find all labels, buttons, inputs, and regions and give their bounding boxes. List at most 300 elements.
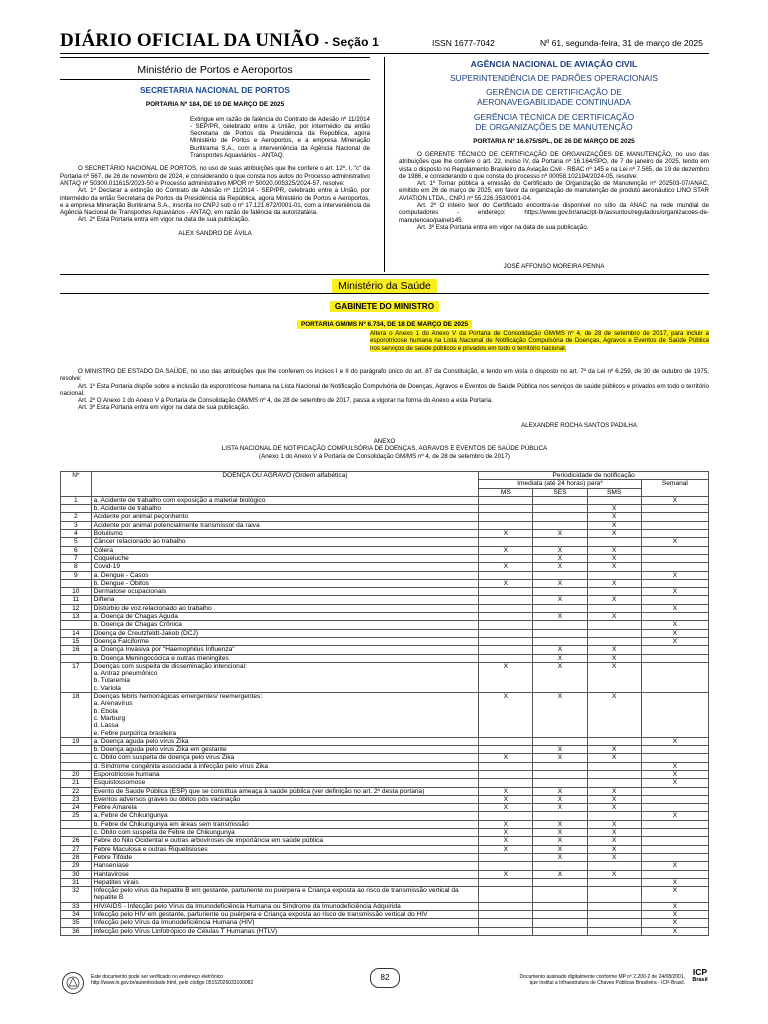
- row-weekly-mark: [641, 820, 708, 828]
- row-sms-mark: [587, 496, 641, 504]
- footer-left-line1: Este documento pode ser verificado no endereço eletrônico: [91, 974, 224, 980]
- left-art2: Art. 2º Esta Portaria entra em vigor na data de sua publicação.: [78, 216, 250, 224]
- right-gerencia-line1: GERÊNCIA DE CERTIFICAÇÃO DE: [486, 87, 622, 97]
- col-ms-header: MS: [479, 488, 533, 496]
- left-signer: ALEX SANDRO DE ÁVILA: [178, 229, 252, 237]
- row-disease-text: Cólera: [93, 546, 114, 554]
- row-disease-text: b. Doença de Chagas Crônica: [93, 621, 182, 629]
- row-sms-mark: X: [587, 754, 641, 762]
- row-disease-text: b. Dengue - Óbitos: [93, 579, 149, 587]
- row-weekly-mark: [641, 505, 708, 513]
- row-ses-mark: [533, 604, 587, 612]
- row-number: 1: [61, 496, 92, 504]
- table-row: [61, 505, 709, 513]
- row-sms-mark: X: [587, 804, 641, 812]
- row-ms-mark: [479, 554, 533, 562]
- row-weekly-mark: [641, 870, 708, 878]
- health-body: [60, 368, 709, 412]
- row-number: 25: [61, 812, 92, 820]
- row-weekly-mark: [641, 646, 708, 654]
- row-ses-mark: [533, 737, 587, 745]
- row-ms-mark: [479, 621, 533, 629]
- row-ms-mark: [479, 521, 533, 529]
- page-number: 82: [370, 968, 400, 988]
- row-disease: [91, 737, 479, 745]
- table-row: [61, 754, 709, 762]
- table-row: [61, 746, 709, 754]
- row-disease: [91, 746, 479, 754]
- row-number: 8: [61, 563, 92, 571]
- row-disease-text: b. Doença Meningocócica e outras meningites: [93, 654, 229, 662]
- row-disease: [91, 754, 479, 762]
- table-row: [61, 870, 709, 878]
- row-ms-mark: [479, 887, 533, 903]
- row-disease-subitem: b. Ebola: [93, 707, 118, 715]
- row-number: 24: [61, 804, 92, 812]
- row-number: 5: [61, 538, 92, 546]
- annex-heading: [60, 438, 709, 460]
- table-row: [61, 862, 709, 870]
- footer-left: [91, 974, 311, 986]
- row-disease: [91, 579, 479, 587]
- row-weekly-mark: [641, 521, 708, 529]
- row-number: 19: [61, 737, 92, 745]
- table-row: [61, 693, 709, 738]
- row-disease: [91, 563, 479, 571]
- annex-label: ANEXO: [373, 438, 396, 445]
- row-disease: [91, 795, 479, 803]
- row-number: 9: [61, 571, 92, 579]
- row-sms-mark: X: [587, 662, 641, 692]
- row-ms-mark: X: [479, 820, 533, 828]
- row-weekly-mark: X: [641, 878, 708, 886]
- row-ses-mark: [533, 621, 587, 629]
- annex-title: LISTA NACIONAL DE NOTIFICAÇÃO COMPULSÓRIA DE DOENÇAS, AGRAVOS E EVENTOS DE SAÚDE PÚBLICA: [221, 445, 548, 453]
- row-ms-mark: [479, 513, 533, 521]
- row-ses-mark: [533, 538, 587, 546]
- table-row: [61, 829, 709, 837]
- row-disease-text: Febre Maculosa e outras Riquetisioses: [93, 845, 208, 853]
- health-preamble: O MINISTRO DE ESTADO DA SAÚDE, no uso das atribuições que lhe conferem os incisos I e II do parágrafo único do art. 87 da Constituição, e tendo em vista o disposto no art. 7º da Lei nº 6.259, de 30 de outubro de 1975, resolve:: [60, 368, 709, 383]
- row-ses-mark: [533, 779, 587, 787]
- row-weekly-mark: X: [641, 927, 708, 935]
- row-ses-mark: X: [533, 837, 587, 845]
- row-ses-mark: X: [533, 596, 587, 604]
- row-disease: [91, 911, 479, 919]
- row-disease: [91, 505, 479, 513]
- col-period-header: Periodicidade de notificação: [479, 472, 709, 480]
- row-ses-mark: X: [533, 829, 587, 837]
- row-weekly-mark: [641, 746, 708, 754]
- row-weekly-mark: X: [641, 919, 708, 927]
- footer-right-line1: Documento assinado digitalmente conforme MP nº 2.200-2 de 24/08/2001,: [519, 974, 685, 980]
- table-row: [61, 563, 709, 571]
- row-number: 13: [61, 613, 92, 621]
- row-ms-mark: [479, 588, 533, 596]
- table-row: [61, 579, 709, 587]
- row-ms-mark: [479, 538, 533, 546]
- row-weekly-mark: X: [641, 496, 708, 504]
- row-ms-mark: [479, 737, 533, 745]
- row-ses-mark: X: [533, 804, 587, 812]
- row-weekly-mark: X: [641, 902, 708, 910]
- row-ses-mark: [533, 902, 587, 910]
- table-row: [61, 621, 709, 629]
- row-disease-text: Covid-19: [93, 563, 120, 571]
- row-ses-mark: X: [533, 546, 587, 554]
- row-disease-text: Febre Amarela: [93, 804, 137, 812]
- row-number: [61, 654, 92, 662]
- row-ms-mark: [479, 911, 533, 919]
- left-preamble: O SECRETÁRIO NACIONAL DE PORTOS, no uso de suas atribuições que lhe confere o art. 12º, I, "c" da Portaria nº 567, de 26 de novembro de 2024, e considerando o que consta nos autos do Processo administrativo ANTAQ nº 50300.011615/2023-50 e Processo administrativo MPOR nº 50020.005325/2024-57, resolve:: [60, 165, 370, 187]
- table-row: [61, 911, 709, 919]
- row-ses-mark: [533, 513, 587, 521]
- row-ses-mark: [533, 571, 587, 579]
- row-sms-mark: [587, 927, 641, 935]
- left-portaria: PORTARIA Nº 184, DE 10 DE MARÇO DE 2025: [145, 100, 285, 108]
- table-row: [61, 538, 709, 546]
- row-ms-mark: [479, 637, 533, 645]
- row-number: 35: [61, 919, 92, 927]
- row-sms-mark: X: [587, 870, 641, 878]
- col-ses-header: SES: [533, 488, 587, 496]
- row-disease: [91, 513, 479, 521]
- row-number: 15: [61, 637, 92, 645]
- row-ms-mark: [479, 902, 533, 910]
- table-row: [61, 779, 709, 787]
- row-ses-mark: [533, 919, 587, 927]
- table-row: [61, 787, 709, 795]
- table-row: [61, 845, 709, 853]
- row-number: 31: [61, 878, 92, 886]
- health-ementa: [370, 330, 709, 352]
- row-disease-text: Hanseníase: [93, 862, 129, 870]
- icp-logo-text: ICP: [692, 967, 708, 977]
- row-ms-mark: [479, 812, 533, 820]
- row-number: [61, 505, 92, 513]
- row-disease-text: Esquistossomose: [93, 779, 146, 787]
- row-disease: [91, 845, 479, 853]
- row-number: 14: [61, 629, 92, 637]
- table-row: [61, 530, 709, 538]
- row-sms-mark: [587, 812, 641, 820]
- row-ses-mark: [533, 762, 587, 770]
- row-disease: [91, 588, 479, 596]
- health-ministry: Ministério da Saúde: [332, 279, 437, 293]
- row-disease-text: a. Doença aguda pelo vírus Zika: [93, 737, 189, 745]
- row-disease: [91, 646, 479, 654]
- health-portaria: PORTARIA GM/MS Nº 6.734, DE 18 DE MARÇO DE 2025: [297, 320, 472, 329]
- row-disease-text: d. Síndrome congênita associada à infecção pelo vírus Zika: [93, 762, 269, 770]
- row-disease-text: b. Acidente de trabalho: [93, 505, 162, 513]
- row-number: 12: [61, 604, 92, 612]
- row-ses-mark: [533, 812, 587, 820]
- table-row: [61, 853, 709, 861]
- row-disease: [91, 812, 479, 820]
- health-art3: Art. 3º Esta Portaria entra em vigor na data de sua publicação.: [78, 404, 250, 412]
- row-ms-mark: [479, 646, 533, 654]
- row-sms-mark: [587, 604, 641, 612]
- row-disease-subitem: b. Tularemia: [93, 677, 130, 685]
- table-row: [61, 812, 709, 820]
- footer-verify-link[interactable]: http://www.in.gov.br/autenticidade.html, pelo código 05152025033100082: [91, 980, 254, 986]
- row-disease: [91, 862, 479, 870]
- row-disease-text: b. Doença aguda pelo vírus Zika em gestante: [93, 746, 227, 754]
- row-number: 30: [61, 870, 92, 878]
- table-row: [61, 513, 709, 521]
- row-ms-mark: X: [479, 829, 533, 837]
- row-disease-text: Câncer relacionado ao trabalho: [93, 538, 186, 546]
- table-row: [61, 546, 709, 554]
- row-ses-mark: X: [533, 646, 587, 654]
- row-disease-text: Doença de Creutzfeldt-Jakob (DCJ): [93, 629, 199, 637]
- row-weekly-mark: [641, 563, 708, 571]
- row-weekly-mark: [641, 693, 708, 738]
- row-disease-text: b. Febre de Chikungunya em áreas sem transmissão: [93, 820, 249, 828]
- row-disease-text: Infecção pelo vírus da hepatite B em gestante, parturiente ou puérpera e Criança exposta ao risco de transmissão vertical da hepatite B: [93, 887, 459, 902]
- row-number: 26: [61, 837, 92, 845]
- right-gt-line1: GERÊNCIA TÉCNICA DE CERTIFICAÇÃO: [473, 112, 635, 122]
- row-weekly-mark: [641, 662, 708, 692]
- row-disease-text: HIV/AIDS - Infecção pelo Vírus da Imunodeficiência Humana ou Síndrome da Imunodeficiência Adquirida: [93, 902, 401, 910]
- row-ms-mark: [479, 862, 533, 870]
- col-number-header: Nº: [61, 472, 92, 497]
- row-sms-mark: X: [587, 563, 641, 571]
- row-sms-mark: [587, 902, 641, 910]
- table-body: [61, 496, 709, 935]
- row-sms-mark: X: [587, 530, 641, 538]
- row-ms-mark: X: [479, 530, 533, 538]
- row-disease: [91, 853, 479, 861]
- masthead-section: - Seção 1: [324, 35, 380, 49]
- right-column: [399, 57, 709, 231]
- row-disease-text: c. Óbito com suspeita de doença pelo vírus Zika: [93, 754, 235, 762]
- icp-brasil-logo: [689, 968, 711, 984]
- left-top-rule: [60, 57, 370, 58]
- row-sms-mark: X: [587, 546, 641, 554]
- table-row: [61, 927, 709, 935]
- health-signer: ALEXANDRE ROCHA SANTOS PADILHA: [521, 422, 637, 429]
- row-disease-text: Hepatites virais: [93, 878, 139, 886]
- table-row: [61, 837, 709, 845]
- footer-right: [470, 974, 685, 986]
- row-sms-mark: [587, 911, 641, 919]
- row-disease-text: Botulismo: [93, 530, 123, 538]
- row-disease-text: a. Dengue - Casos: [93, 571, 149, 579]
- row-disease-text: a. Doença de Chagas Aguda: [93, 613, 178, 621]
- row-disease: [91, 496, 479, 504]
- row-number: 22: [61, 787, 92, 795]
- row-disease: [91, 521, 479, 529]
- row-ses-mark: [533, 927, 587, 935]
- row-disease: [91, 538, 479, 546]
- row-sms-mark: [587, 878, 641, 886]
- row-ms-mark: X: [479, 579, 533, 587]
- table-row: [61, 646, 709, 654]
- row-ms-mark: X: [479, 693, 533, 738]
- row-ms-mark: X: [479, 546, 533, 554]
- icp-logo-subtext: Brasil: [692, 977, 708, 983]
- row-weekly-mark: X: [641, 770, 708, 778]
- row-disease-text: Febre do Nilo Ocidental e outras arboviroses de importância em saúde pública: [93, 837, 324, 845]
- row-ses-mark: X: [533, 787, 587, 795]
- masthead-issn: ISSN 1677-7042: [432, 38, 495, 48]
- table-row: [61, 654, 709, 662]
- row-sms-mark: X: [587, 554, 641, 562]
- row-disease: [91, 654, 479, 662]
- row-ms-mark: [479, 505, 533, 513]
- row-number: 16: [61, 646, 92, 654]
- row-disease-subitem: a. Antraz pneumônico: [93, 670, 158, 678]
- row-weekly-mark: [641, 804, 708, 812]
- row-ses-mark: X: [533, 563, 587, 571]
- row-weekly-mark: [641, 654, 708, 662]
- masthead-name: DIÁRIO OFICIAL DA UNIÃO: [60, 30, 320, 51]
- row-disease: [91, 530, 479, 538]
- row-number: 34: [61, 911, 92, 919]
- row-number: 20: [61, 770, 92, 778]
- row-ms-mark: X: [479, 845, 533, 853]
- row-ses-mark: X: [533, 746, 587, 754]
- row-disease-text: Dermatose ocupacionais: [93, 588, 167, 596]
- row-ms-mark: X: [479, 662, 533, 692]
- row-disease: [91, 762, 479, 770]
- row-number: 17: [61, 662, 92, 692]
- row-weekly-mark: [641, 787, 708, 795]
- right-gerencia-line2: AERONAVEGABILIDADE CONTINUADA: [477, 97, 631, 107]
- row-weekly-mark: [641, 845, 708, 853]
- row-sms-mark: X: [587, 613, 641, 621]
- row-ses-mark: X: [533, 795, 587, 803]
- row-ms-mark: [479, 919, 533, 927]
- row-sms-mark: X: [587, 693, 641, 738]
- table-row: [61, 804, 709, 812]
- row-weekly-mark: X: [641, 621, 708, 629]
- right-gt-line2: DE ORGANIZAÇÕES DE MANUTENÇÃO: [475, 122, 633, 132]
- row-disease: [91, 787, 479, 795]
- row-disease-text: Infecção pelo HIV em gestante, parturiente ou puérpera e Criança exposta ao risco de transmissão vertical do HIV: [93, 911, 428, 919]
- row-ses-mark: [533, 629, 587, 637]
- table-row: [61, 613, 709, 621]
- annex-subtitle: (Anexo 1 do Anexo V à Portaria de Consolidação GM/MS nº 4, de 28 de setembro de 2017): [259, 452, 510, 460]
- row-disease-text: Difteria: [93, 596, 115, 604]
- table-row: [61, 878, 709, 886]
- row-sms-mark: [587, 637, 641, 645]
- health-header: [60, 276, 709, 294]
- row-disease: [91, 554, 479, 562]
- row-ms-mark: [479, 927, 533, 935]
- row-disease: [91, 878, 479, 886]
- table-row: [61, 521, 709, 529]
- row-disease: [91, 887, 479, 903]
- table-row: [61, 571, 709, 579]
- row-number: 18: [61, 693, 92, 738]
- row-ms-mark: [479, 770, 533, 778]
- row-disease-text: Doenças com suspeita de disseminação intencional:: [93, 662, 247, 670]
- column-divider: [384, 57, 385, 272]
- row-sms-mark: X: [587, 646, 641, 654]
- health-art2: Art. 2º O Anexo 1 do Anexo V à Portaria de Consolidação GM/MS nº 4, de 28 de setembro de 2017, passa a vigorar na forma do Anexo a esta Portaria.: [78, 397, 493, 405]
- row-number: 21: [61, 779, 92, 787]
- row-disease-text: Esporotricose humana: [93, 770, 160, 778]
- row-ms-mark: [479, 571, 533, 579]
- row-weekly-mark: [641, 853, 708, 861]
- row-weekly-mark: X: [641, 637, 708, 645]
- row-disease-subitem: c. Marburg: [93, 714, 126, 722]
- row-disease-text: a. Doença Invasiva por "Haemophilus Influenza": [93, 646, 235, 654]
- left-column: [60, 57, 370, 237]
- row-disease: [91, 927, 479, 935]
- left-ementa: Extingue em razão de falência do Contrato de Adesão nº 11/2014 - SEP/PR, celebrado entre a União, por intermédio da então Secretaria de Portos da Presidência da República, agora Ministério de Portos e Aeroportos, e a empresa Mineração Buritirama S.A., com a interveniência da Agência Nacional de Transportes Aquaviários - ANTAQ.: [190, 115, 370, 160]
- row-ms-mark: X: [479, 754, 533, 762]
- row-ms-mark: [479, 779, 533, 787]
- row-sms-mark: [587, 762, 641, 770]
- footer-right-line2: que institui a Infraestrutura de Chaves Públicas Brasileira - ICP-Brasil.: [529, 980, 685, 986]
- row-disease: [91, 662, 479, 692]
- row-number: 4: [61, 530, 92, 538]
- row-disease: [91, 637, 479, 645]
- row-weekly-mark: [641, 513, 708, 521]
- right-art2: Art. 2º O inteiro teor do Certificado encontra-se disponível no sítio da ANAC na rede mundial de computadores - endereço: https://www.gov.br/anac/pt-br/assuntos/regulados/organizacoes-de-manutencao/painel145.: [399, 202, 709, 224]
- row-disease-text: Infecção pelo Vírus da Imunodeficiência Humana (HIV): [93, 919, 255, 927]
- table-row: [61, 588, 709, 596]
- left-ministry: Ministério de Portos e Aeroportos: [137, 63, 293, 76]
- row-ses-mark: X: [533, 693, 587, 738]
- row-ms-mark: X: [479, 795, 533, 803]
- row-sms-mark: [587, 887, 641, 903]
- row-sms-mark: X: [587, 795, 641, 803]
- row-sms-mark: X: [587, 837, 641, 845]
- row-weekly-mark: X: [641, 887, 708, 903]
- masthead-rule: [60, 53, 709, 54]
- row-sms-mark: [587, 737, 641, 745]
- right-agency: AGÊNCIA NACIONAL DE AVIAÇÃO CIVIL: [470, 59, 638, 69]
- table-row: [61, 496, 709, 504]
- row-weekly-mark: [641, 829, 708, 837]
- row-ses-mark: [533, 862, 587, 870]
- row-disease: [91, 779, 479, 787]
- row-disease-text: Infecção pelo Vírus Linfotrópico de Células T Humanas (HTLV): [93, 927, 278, 935]
- row-sms-mark: X: [587, 513, 641, 521]
- row-disease-text: Hantavirose: [93, 870, 129, 878]
- row-disease: [91, 621, 479, 629]
- right-portaria: PORTARIA Nº 16.675/SPL, DE 26 DE MARÇO DE 2025: [473, 138, 635, 145]
- row-sms-mark: X: [587, 579, 641, 587]
- row-ses-mark: [533, 878, 587, 886]
- masthead-title: [60, 30, 379, 52]
- row-disease: [91, 770, 479, 778]
- row-weekly-mark: [641, 613, 708, 621]
- row-ms-mark: [479, 496, 533, 504]
- row-sms-mark: X: [587, 596, 641, 604]
- row-ses-mark: X: [533, 820, 587, 828]
- row-disease: [91, 693, 479, 738]
- right-preamble: O GERENTE TÉCNICO DE CERTIFICAÇÃO DE ORGANIZAÇÕES DE MANUTENÇÃO, no uso das atribuições que lhe confere o art. 22, inciso IV, da Portaria nº 16.164/SPO, de 7 de janeiro de 2025, tendo em vista o disposto no Regulamento Brasileiro da Aviação Civil - RBAC nº 145 e na Lei nº 7.565, de 19 de dezembro de 1986, e considerando o que consta do processo nº 00058.102194/2024-05, resolve:: [399, 151, 709, 180]
- row-ms-mark: [479, 878, 533, 886]
- row-number: [61, 762, 92, 770]
- row-disease: [91, 804, 479, 812]
- row-disease-text: Doenças febris hemorrágicas emergentes/ reemergentes:: [93, 693, 263, 701]
- row-number: 10: [61, 588, 92, 596]
- row-number: 32: [61, 887, 92, 903]
- row-ms-mark: X: [479, 870, 533, 878]
- row-ms-mark: [479, 746, 533, 754]
- row-weekly-mark: [641, 837, 708, 845]
- row-disease-subitem: d. Lassa: [93, 722, 119, 730]
- right-signer: JOSÉ AFFONSO MOREIRA PENNA: [503, 263, 605, 270]
- row-weekly-mark: [641, 554, 708, 562]
- row-sms-mark: [587, 538, 641, 546]
